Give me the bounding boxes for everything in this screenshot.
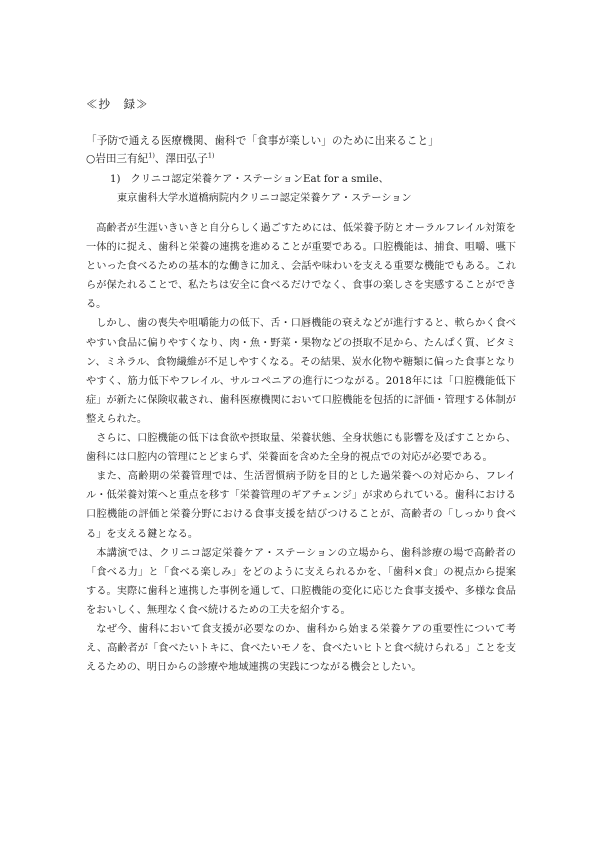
body-paragraph: 本講演では、クリニコ認定栄養ケア・ステーションの立場から、歯科診療の場で高齢者の「食べる力」と「食べる楽しみ」をどのように支えられるかを、「歯科×食」の視点から提案する。実際に歯科と連携した事例を通して、口腔機能の変化に応じた食事支援や、多様な食品をおいしく、無理なく食べ続けるための工夫を紹介する。 [86, 547, 516, 616]
affiliation-mark: 1) [207, 151, 215, 160]
author-separator: 、 [154, 153, 166, 165]
author-name: 澤田弘子 [165, 153, 208, 165]
author-name: ○岩田三有紀 [86, 153, 149, 165]
body-paragraph: なぜ今、歯科において食支援が必要なのか、歯科から始まる栄養ケアの重要性について考え、高齢者が「食べたいトキに、食べたいモノを、食べたいヒトと食べ続けられる」ことを支えるための、明日からの診療や地域連携の実践につながる機会としたい。 [86, 623, 516, 674]
body-paragraph: さらに、口腔機能の低下は食欲や摂取量、栄養状態、全身状態にも影響を及ぼすことから、歯科には口腔内の管理にとどまらず、栄養面を含めた全身的視点での対応が必要である。 [86, 433, 516, 464]
affiliation-line: 東京歯科大学水道橋病院内クリニコ認定栄養ケア・ステーション [117, 193, 412, 204]
body-paragraph: 高齢者が生涯いきいきと自分らしく過ごすためには、低栄養予防とオーラルフレイル対策を一体的に捉え、歯科と栄養の連携を進めることが重要である。口腔機能は、捕食、咀嚼、嚥下といった食べるための基本的な働きに加え、会話や味わいを支える重要な機能でもある。これらが保たれることで、私たちは安全に食べるだけでなく、食事の楽しさを実感することができる。 [86, 223, 516, 311]
author-list [86, 151, 215, 166]
body-paragraph: また、高齢期の栄養管理では、生活習慣病予防を目的とした過栄養への対応から、フレイル・低栄養対策へと重点を移す「栄養管理のギアチェンジ」が求められている。歯科における口腔機能の評価と栄養分野における食事支援を結びつけることが、高齢者の「しっかり食べる」を支える鍵となる。 [86, 471, 516, 540]
abstract-title: 「予防で通える医療機関、歯科で「食事が楽しい」のために出来ること」 [86, 135, 439, 147]
abstract-body [86, 219, 516, 677]
section-heading: ≪抄 録≫ [86, 97, 149, 111]
affiliation-mark: 1) [148, 151, 155, 160]
affiliation-line: 1) クリニコ認定栄養ケア・ステーションEat for a smile、 [110, 174, 389, 185]
body-paragraph: しかし、歯の喪失や咀嚼能力の低下、舌・口唇機能の衰えなどが進行すると、軟らかく食べやすい食品に偏りやすくなり、肉・魚・野菜・果物などの摂取不足から、たんぱく質、ビタミン、ミネラル、食物繊維が不足しやすくなる。その結果、炭水化物や糖類に偏った食事となりやすく、筋力低下やフレイル、サルコペニアの進行につながる。2018年には「口腔機能低下症」が新たに保険収載され、歯科医療機関において口腔機能を包括的に評価・管理する体制が整えられた。 [86, 318, 516, 425]
